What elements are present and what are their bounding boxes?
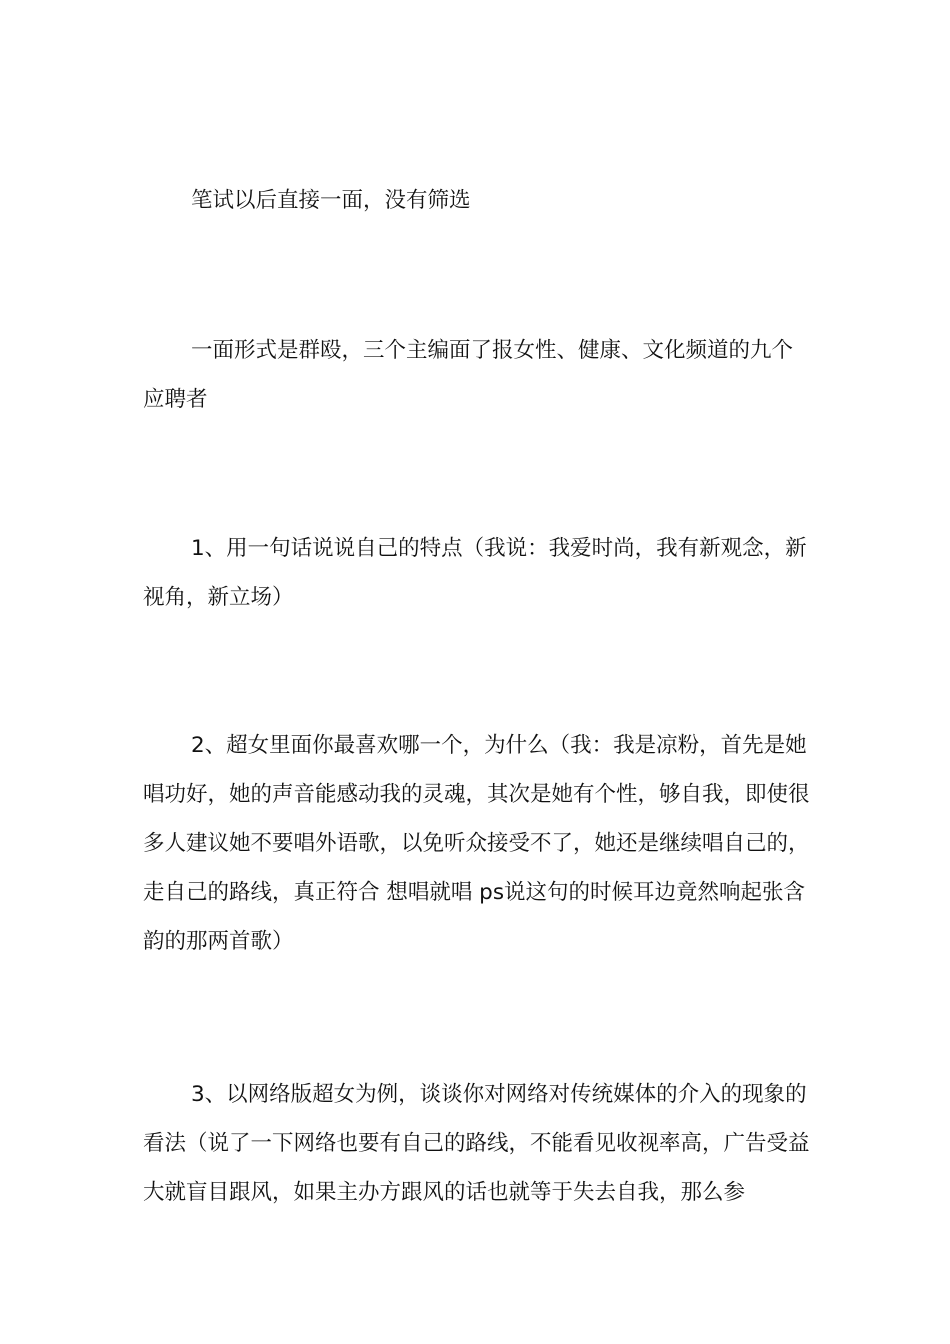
paragraph-intro: 笔试以后直接一面，没有筛选 bbox=[191, 188, 471, 213]
paragraph-first-interview: 一面形式是群殴，三个主编面了报女性、健康、文化频道的九个应聘者 bbox=[143, 338, 794, 412]
paragraph-question-1: 1、用一句话说说自己的特点（我说：我爱时尚，我有新观念，新视角，新立场） bbox=[143, 536, 807, 610]
paragraph-question-2: 2、超女里面你最喜欢哪一个，为什么（我：我是凉粉，首先是她唱功好，她的声音能感动我的灵魂，其次是她有个性，够自我，即使很多人建议她不要唱外语歌，以免听众接受不了，她还是继续唱自己的，走自己的路线，真正符合 想唱就唱 ps说这句的时候耳边竟然响起张含韵的那两首歌） bbox=[143, 733, 810, 954]
paragraph-question-3: 3、以网络版超女为例，谈谈你对网络对传统媒体的介入的现象的看法（说了一下网络也要有自己的路线，不能看见收视率高，广告受益大就盲目跟风，如果主办方跟风的话也就等于失去自我，那么参 bbox=[143, 1082, 810, 1205]
